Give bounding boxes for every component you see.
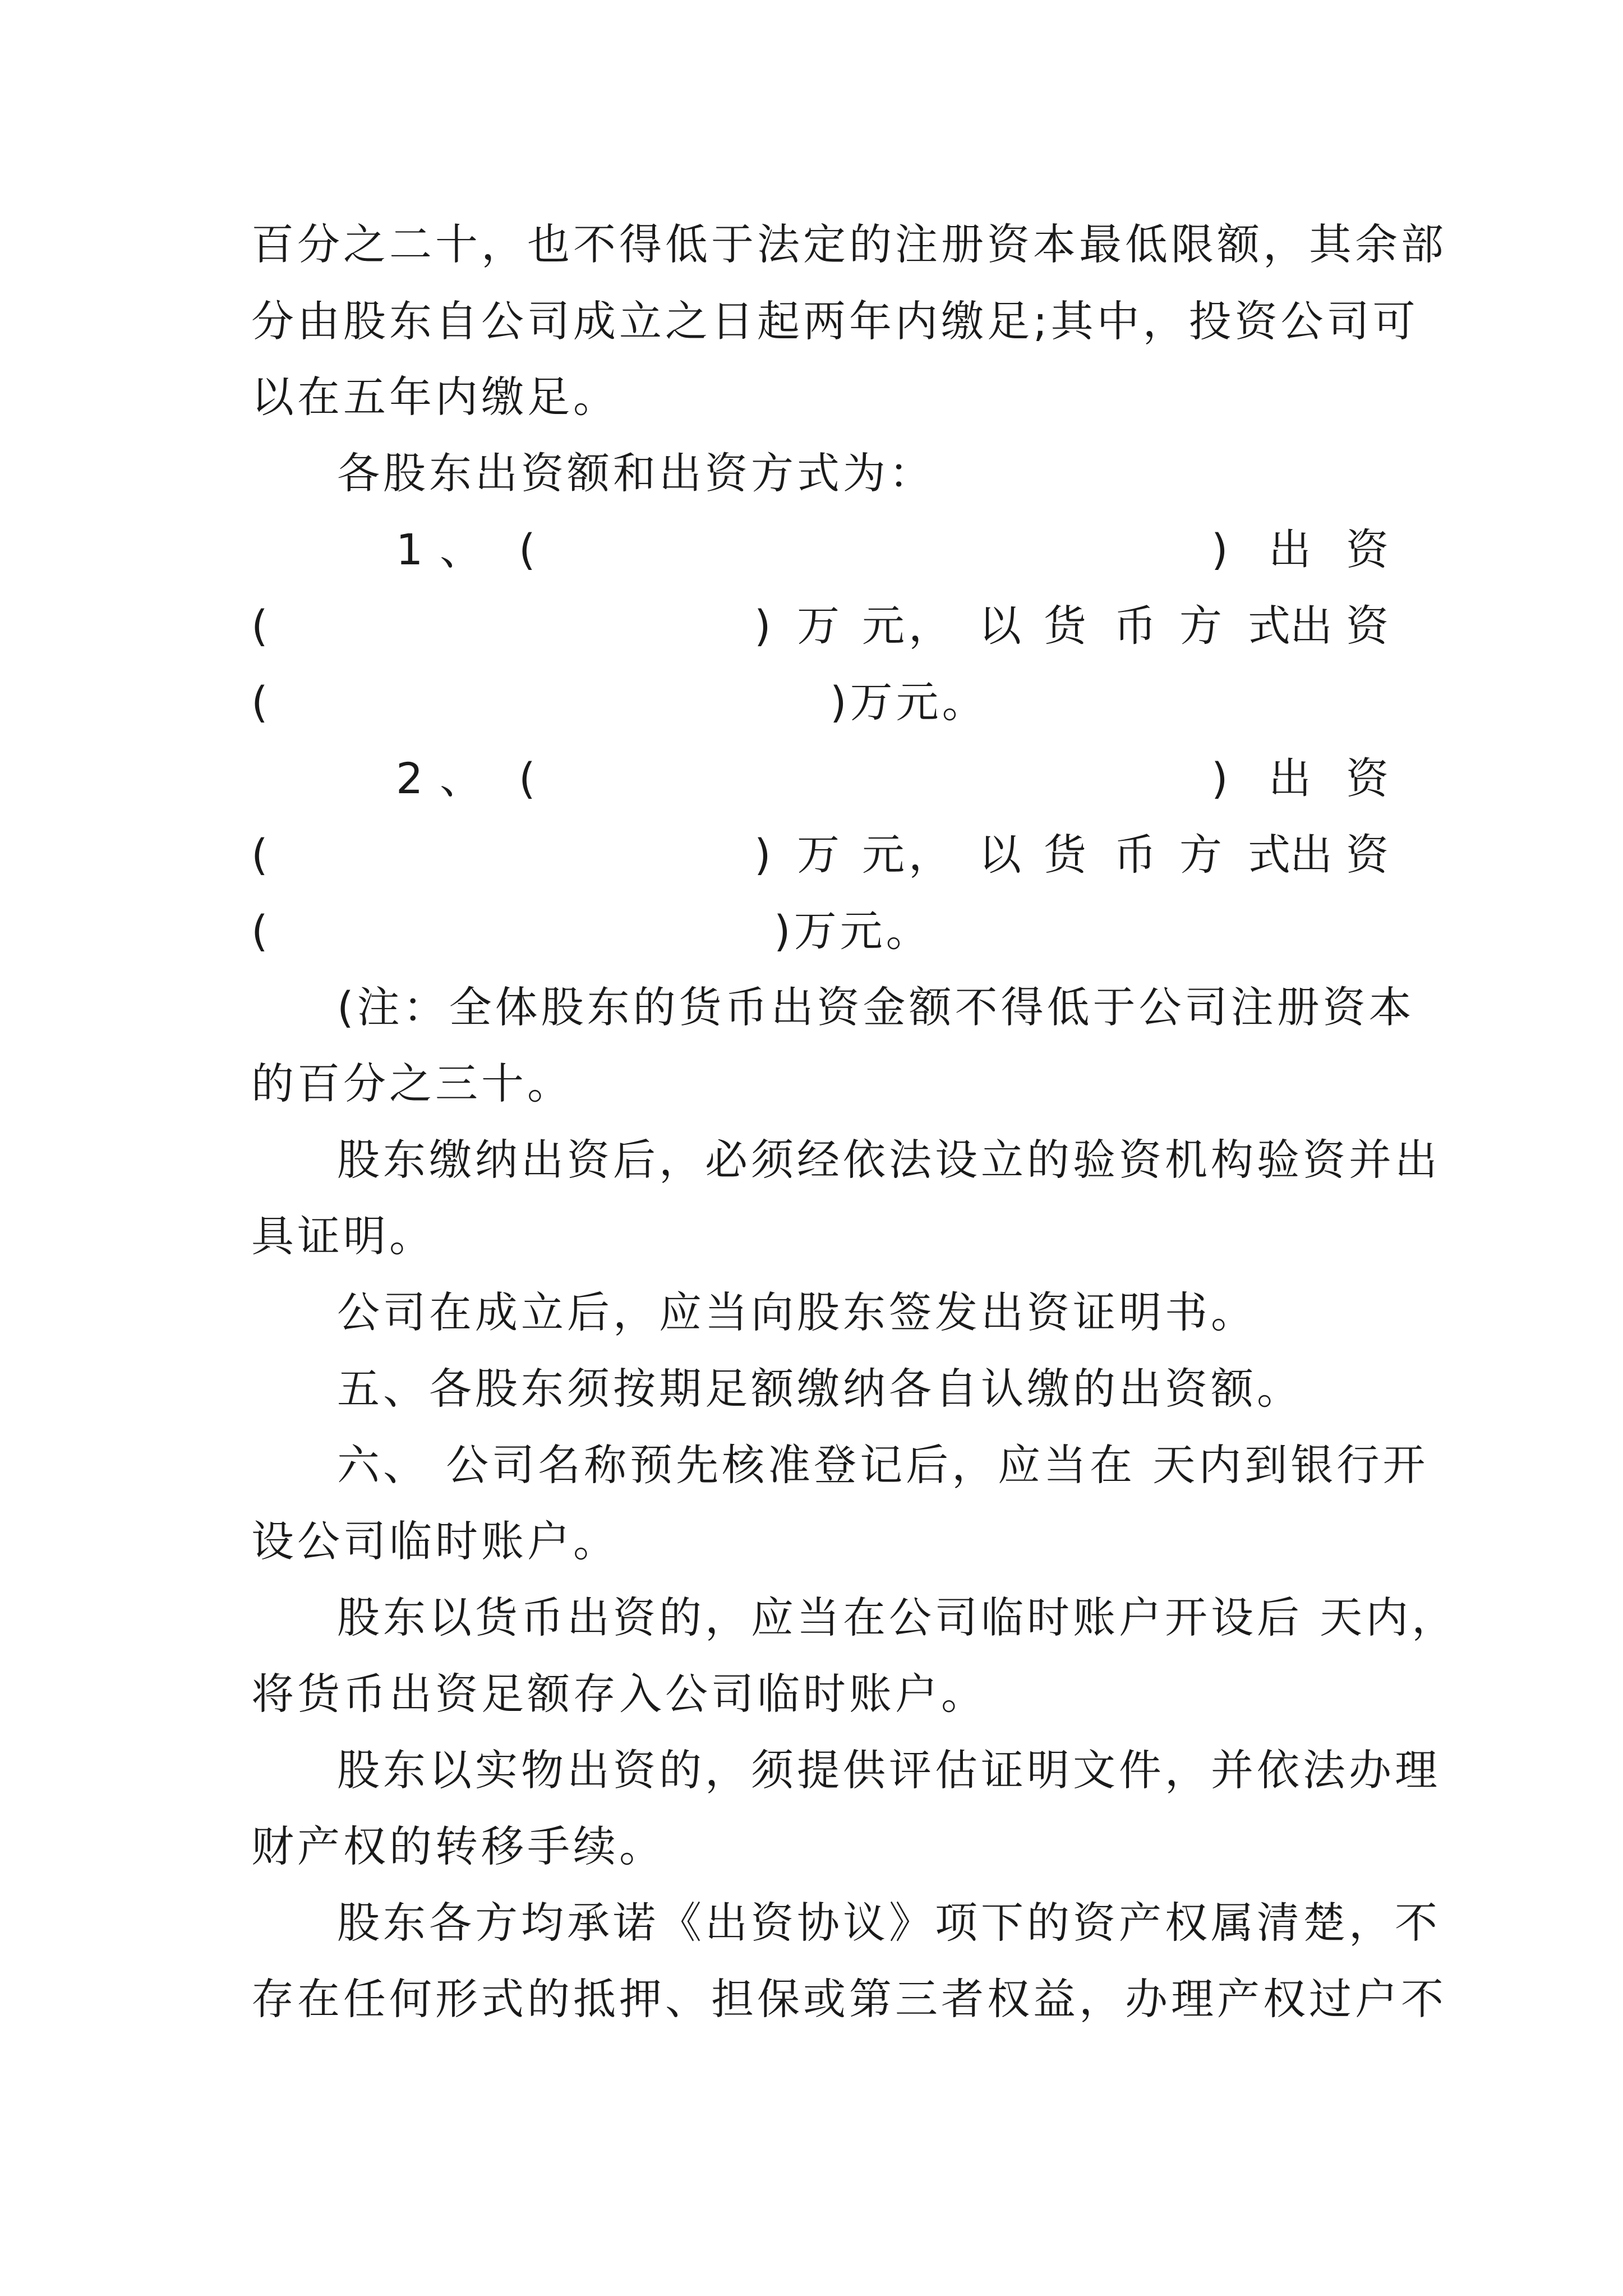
item-1-open-paren: ( <box>519 524 536 574</box>
paragraph-8-line-2: 财产权的转移手续。 <box>251 1821 665 1871</box>
item-2-yi: 以 <box>979 830 1021 880</box>
item-2-line2-chu: 出 <box>1290 830 1332 880</box>
item-1-cash-open-paren: ( <box>251 677 268 727</box>
paragraph-7-line-2: 将货币出资足额存入公司临时账户。 <box>251 1669 987 1719</box>
item-2-amount-open-paren: ( <box>251 830 268 880</box>
paragraph-3-line-1: 股东缴纳出资后，必须经依法设立的验资机构验资并出 <box>337 1135 1441 1185</box>
item-1-shi: 式 <box>1248 601 1290 651</box>
item-2-wan: 万 <box>797 830 840 880</box>
item-1-cash-tail: )万元。 <box>830 677 988 727</box>
item-2-fang: 方 <box>1179 830 1222 880</box>
item-1-zi: 资 <box>1346 524 1389 574</box>
item-2-yuan: 元 <box>862 830 905 880</box>
paragraph-6-line-2: 设公司临时账户。 <box>251 1516 619 1566</box>
paragraph-2: 各股东出资额和出资方式为： <box>337 448 935 498</box>
item-2-separator: 、 <box>440 753 482 803</box>
item-2-cash-open-paren: ( <box>251 906 268 956</box>
paragraph-5: 五、各股东须按期足额缴纳各自认缴的出资额。 <box>337 1364 1303 1414</box>
item-2-line2-zi: 资 <box>1346 830 1389 880</box>
paragraph-6-line-1: 六、 公司名称预先核准登记后，应当在 天内到银行开 <box>337 1440 1429 1490</box>
item-1-close-paren: ) <box>1211 524 1228 574</box>
paragraph-1-line-1: 百分之二十，也不得低于法定的注册资本最低限额，其余部 <box>251 219 1447 269</box>
paragraph-4: 公司在成立后，应当向股东签发出资证明书。 <box>337 1287 1257 1337</box>
paragraph-8-line-1: 股东以实物出资的，须提供评估证明文件，并依法办理 <box>337 1745 1441 1795</box>
item-2-chu: 出 <box>1269 753 1311 803</box>
item-2-bi: 币 <box>1114 830 1156 880</box>
item-1-amount-open-paren: ( <box>251 601 268 651</box>
item-1-separator: 、 <box>440 524 482 574</box>
item-1-wan: 万 <box>797 601 840 651</box>
item-1-yi: 以 <box>979 601 1021 651</box>
paragraph-1-line-2: 分由股东自公司成立之日起两年内缴足;其中，投资公司可 <box>251 296 1419 346</box>
item-1-bi: 币 <box>1114 601 1156 651</box>
item-1-comma: ， <box>909 601 951 651</box>
item-2-amount-close-paren: ) <box>754 830 771 880</box>
item-1-amount-close-paren: ) <box>754 601 771 651</box>
item-2-number: 2 <box>396 753 423 803</box>
item-1-number: 1 <box>396 524 423 574</box>
paragraph-3-line-2: 具证明。 <box>251 1211 435 1261</box>
item-2-open-paren: ( <box>519 753 536 803</box>
item-2-comma: ， <box>909 830 951 880</box>
item-1-line2-zi: 资 <box>1346 601 1389 651</box>
item-1-huo: 货 <box>1044 601 1086 651</box>
item-2-shi: 式 <box>1248 830 1290 880</box>
item-2-huo: 货 <box>1044 830 1086 880</box>
item-1-chu: 出 <box>1269 524 1311 574</box>
item-1-yuan: 元 <box>862 601 905 651</box>
paragraph-9-line-2: 存在任何形式的抵押、担保或第三者权益，办理产权过户不 <box>251 1974 1447 2024</box>
item-2-close-paren: ) <box>1211 753 1228 803</box>
paragraph-7-line-1: 股东以货币出资的，应当在公司临时账户开设后 天内， <box>337 1593 1458 1642</box>
paragraph-9-line-1: 股东各方均承诺《出资协议》项下的资产权属清楚，不 <box>337 1898 1441 1948</box>
item-2-cash-tail: )万元。 <box>774 906 932 956</box>
paragraph-1-line-3: 以在五年内缴足。 <box>251 372 619 422</box>
item-2-zi: 资 <box>1346 753 1389 803</box>
item-1-fang: 方 <box>1179 601 1222 651</box>
item-1-line2-chu: 出 <box>1290 601 1332 651</box>
note-line-1: (注：全体股东的货币出资金额不得低于公司注册资本 <box>337 982 1415 1032</box>
note-line-2: 的百分之三十。 <box>251 1059 573 1108</box>
